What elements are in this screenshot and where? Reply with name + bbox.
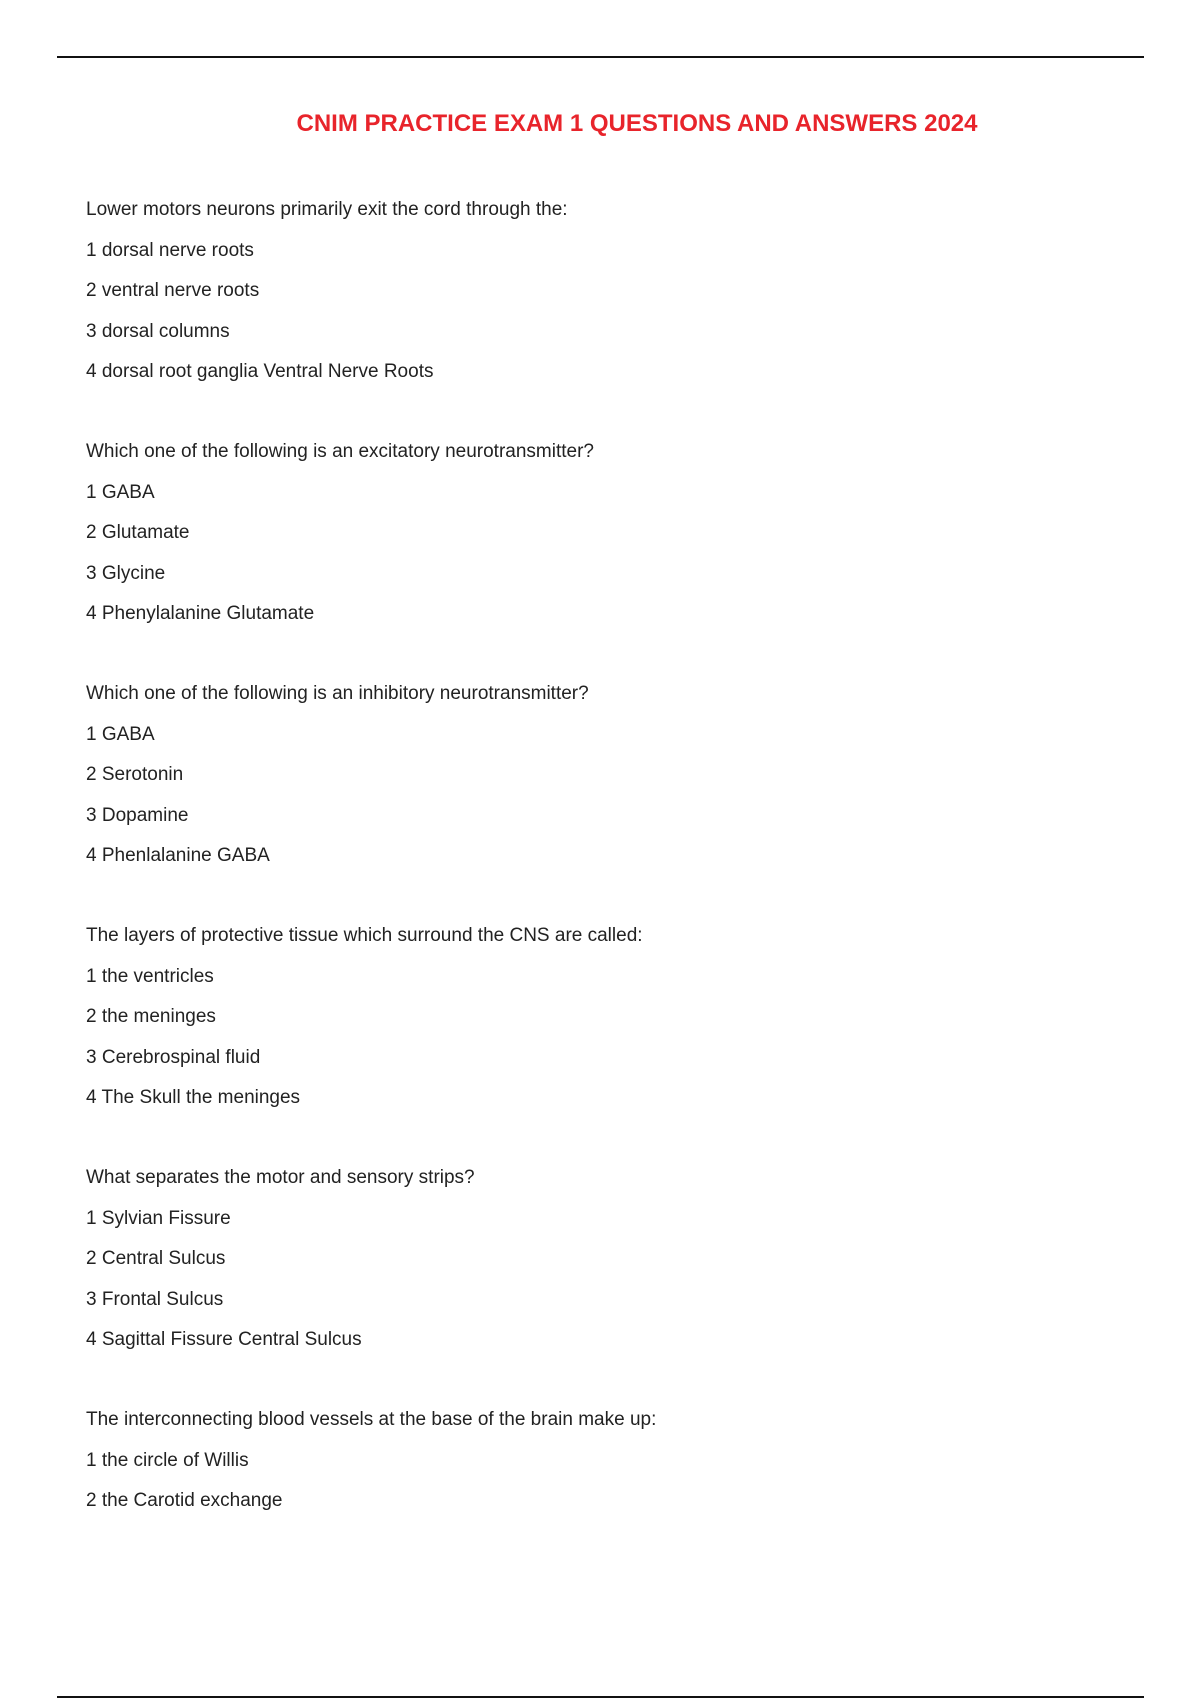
- answer-option: 1 GABA: [86, 723, 155, 745]
- question-text: Which one of the following is an inhibitory neurotransmitter?: [86, 683, 589, 704]
- answer-option: 1 Sylvian Fissure: [86, 1207, 231, 1229]
- bottom-rule: [57, 1696, 1144, 1698]
- document-title: CNIM PRACTICE EXAM 1 QUESTIONS AND ANSWERS 2024: [296, 110, 978, 137]
- question-block-5: [86, 1168, 1136, 1370]
- answer-option-with-answer: 4 Sagittal Fissure Central Sulcus: [86, 1329, 362, 1350]
- answer-option: 2 Serotonin: [86, 764, 184, 785]
- question-block-1: [86, 200, 1136, 402]
- question-text: The interconnecting blood vessels at the base of the brain make up:: [86, 1409, 657, 1430]
- question-text: What separates the motor and sensory strips?: [86, 1167, 475, 1188]
- answer-option: 1 the circle of Willis: [86, 1449, 249, 1471]
- answer-option: 3 Frontal Sulcus: [86, 1288, 224, 1310]
- answer-option-with-answer: 4 Phenlalanine GABA: [86, 845, 270, 866]
- answer-option: 3 Glycine: [86, 562, 166, 584]
- answer-option: 2 Glutamate: [86, 522, 190, 543]
- question-block-6: [86, 1410, 1136, 1531]
- answer-option: 2 Central Sulcus: [86, 1248, 226, 1269]
- answer-option: 2 ventral nerve roots: [86, 280, 260, 301]
- answer-option-with-answer: 4 The Skull the meninges: [86, 1087, 301, 1108]
- answer-option: 2 the meninges: [86, 1006, 216, 1027]
- top-rule: [57, 56, 1144, 58]
- answer-option: 1 GABA: [86, 481, 155, 503]
- question-block-2: [86, 442, 1136, 644]
- question-text: Which one of the following is an excitatory neurotransmitter?: [86, 441, 594, 462]
- question-text: Lower motors neurons primarily exit the cord through the:: [86, 199, 568, 220]
- question-block-3: [86, 684, 1136, 886]
- answer-option: 3 Dopamine: [86, 804, 189, 826]
- answer-option-with-answer: 4 dorsal root ganglia Ventral Nerve Roots: [86, 361, 434, 382]
- question-text: The layers of protective tissue which surround the CNS are called:: [86, 925, 643, 946]
- answer-option: 3 dorsal columns: [86, 320, 230, 342]
- answer-option: 2 the Carotid exchange: [86, 1490, 283, 1511]
- question-block-4: [86, 926, 1136, 1128]
- answer-option: 1 dorsal nerve roots: [86, 239, 254, 261]
- answer-option-with-answer: 4 Phenylalanine Glutamate: [86, 603, 315, 624]
- answer-option: 1 the ventricles: [86, 965, 214, 987]
- answer-option: 3 Cerebrospinal fluid: [86, 1046, 261, 1068]
- questions-list: [86, 200, 1136, 1571]
